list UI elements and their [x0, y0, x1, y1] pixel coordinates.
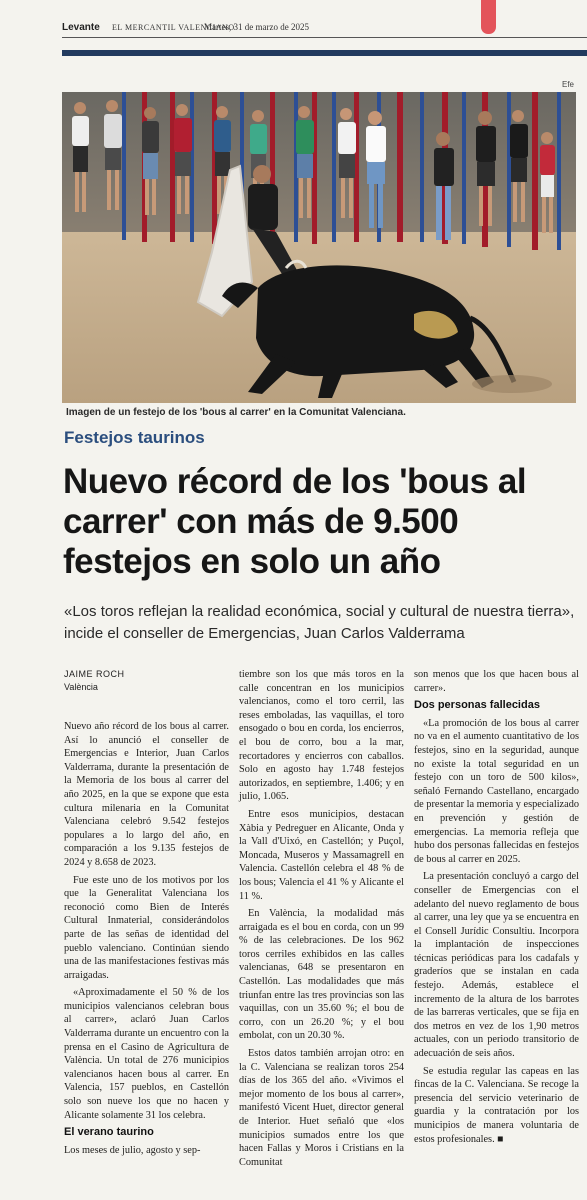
- article-photo: [62, 92, 576, 403]
- paragraph: Estos datos también arrojan otro: en la C. Valenciana se realizan toros 254 días de los 365 del año. «Vivimos el mejor momento de los bous al carrer», manifestó Vicent Huet, director general de Interior. Huet señaló que «los municipios sumados entre los que hacen Fallas y Moros i Cristians en la Comunitat: [239, 1048, 404, 1168]
- paragraph: Los meses de julio, agosto y sep-: [64, 1144, 201, 1156]
- author-location: València: [64, 682, 98, 692]
- subsection-heading: El verano taurino: [64, 1126, 154, 1139]
- photo-credit: Efe: [562, 80, 575, 89]
- masthead-date: Martes, 31 de marzo de 2025: [204, 22, 309, 32]
- paragraph: Se estudia regular las capeas en las fincas de la C. Valenciana. Se recoge la presencia del servicio veterinario de guardia y la contratación por los municipios de manera voluntaria de estos profesionales. ■: [414, 1065, 579, 1145]
- paragraph: «Aproximadamente el 50 % de los municipios valencianos celebran bous al carrer», aclaró Juan Carlos Valderrama durante un encuentro con la prensa en el Casino de Agricultura de València. Un total de 276 municipios valencianos hacen bous al carrer. En Valencia, 157 pueblos, en Castellón solo son nueve los que no hacen y Alicante solamente 31 los celebra.: [64, 987, 229, 1121]
- byline: [64, 668, 125, 694]
- paragraph: tiembre son los que más toros en la calle concentran en los municipios valencianos, como el toro cerril, las reses emboladas, las vaquillas, el toro ensogado o bou en corda, los encierros, el bou de corro, bou a la mar, recortadores y encierros con caballos. Solo en agosto hay 1.748 festejos autorizados, en septiembre, 1.406; y en julio, 1.065.: [239, 669, 404, 803]
- article-column-3: [414, 668, 579, 1150]
- paragraph: La presentación concluyó a cargo del conseller de Emergencias con el adelanto del nuevo reglamento de bous al carrer, una ley que ya se encuentra en el Consell Jurídic Consultiu. Incorpora la implantación de inspecciones técnicas periódicas para los cadafals y graderíos que se instalan en cada festejo. Además, establece el incremento de la altura de los barrotes de las barreras verticales, que se fija en dos metros en vez de los 1,90 metros actuales, con un periodo transitorio de adecuación de seis años.: [414, 871, 579, 1060]
- article-column-2: [239, 668, 404, 1173]
- color-band: [62, 50, 587, 56]
- subsection-heading: Dos personas fallecidas: [414, 699, 540, 712]
- masthead-brand: Levante: [62, 22, 100, 33]
- paragraph: Entre esos municipios, destacan Xàbia y Pedreguer en Alicante, Onda y la Vall d'Uixó, en Castellón; y Puçol, Moncada, Museros y Massamagrell en Valencia. Castellón celebra el 48 % de los bous; Valencia el 41 % y Alicante el 11 %.: [239, 808, 404, 902]
- article-headline: Nuevo récord de los 'bous al carrer' con más de 9.500 festejos en solo un año: [63, 462, 527, 581]
- paragraph: Fue este uno de los motivos por los que la Generalitat Valenciana los reconoció como Bien de Interés Cultural Inmaterial, considerándolos parte de las señas de identidad del pueblo valenciano. Continúan siendo una de las manifestaciones festivas más arraigadas.: [64, 874, 229, 981]
- author-name: JAIME ROCH: [64, 669, 125, 679]
- article-column-1: [64, 720, 229, 1161]
- paragraph: son menos que los que hacen bous al carrer».: [414, 669, 579, 694]
- page-tab-marker: [481, 0, 496, 34]
- masthead-section: EL MERCANTIL VALENCIANO: [112, 23, 235, 32]
- paragraph: «La promoción de los bous al carrer no va en el aumento cuantitativo de los festejos, sino en la seguridad, aunque no existe la total seguridad en un festejo con un toro de 500 kilos», señaló Fernando Castellano, encargado de presentar la memoria y especializado en prevención y gestión de emergencias. La memoria refleja que hubo dos personas fallecidas en festejos de bous al carrer en 2025.: [414, 717, 579, 865]
- section-kicker: Festejos taurinos: [64, 428, 205, 447]
- masthead: [0, 0, 587, 40]
- photo-caption: Imagen de un festejo de los 'bous al carrer' en la Comunitat Valenciana.: [66, 407, 406, 418]
- masthead-rule: [62, 37, 587, 38]
- paragraph: Nuevo año récord de los bous al carrer. Así lo anunció el conseller de Emergencias e Interior, Juan Carlos Valderrama, durante la presentación de la Memoria de los bous al carrer del año 2025, en la que se expone que esta cultura milenaria en la Comunitat Valenciana celebró 9.542 festejos populares a lo largo del año, en comparación a los 9.135 festejos de 2024 y 8.658 de 2023.: [64, 721, 229, 868]
- paragraph: En València, la modalidad más arraigada es el bou en corda, con un 99 % de las celebraciones. De los 962 toros cerriles exhibidos en las calles valencianas, 648 se presentaron en Castellón. Las modalidades que más triunfan entre las tres provincias son las vaquillas, con un 35.60 %; el bou de corro, con un 26.20 %; y el bou embolat, con un 20.30 %.: [239, 908, 404, 1042]
- bull-festival-image: [62, 92, 576, 403]
- article-subhead: «Los toros reflejan la realidad económica, social y cultural de nuestra tierra», incide el conseller de Emergencias, Juan Carlos Valderrama: [64, 603, 575, 642]
